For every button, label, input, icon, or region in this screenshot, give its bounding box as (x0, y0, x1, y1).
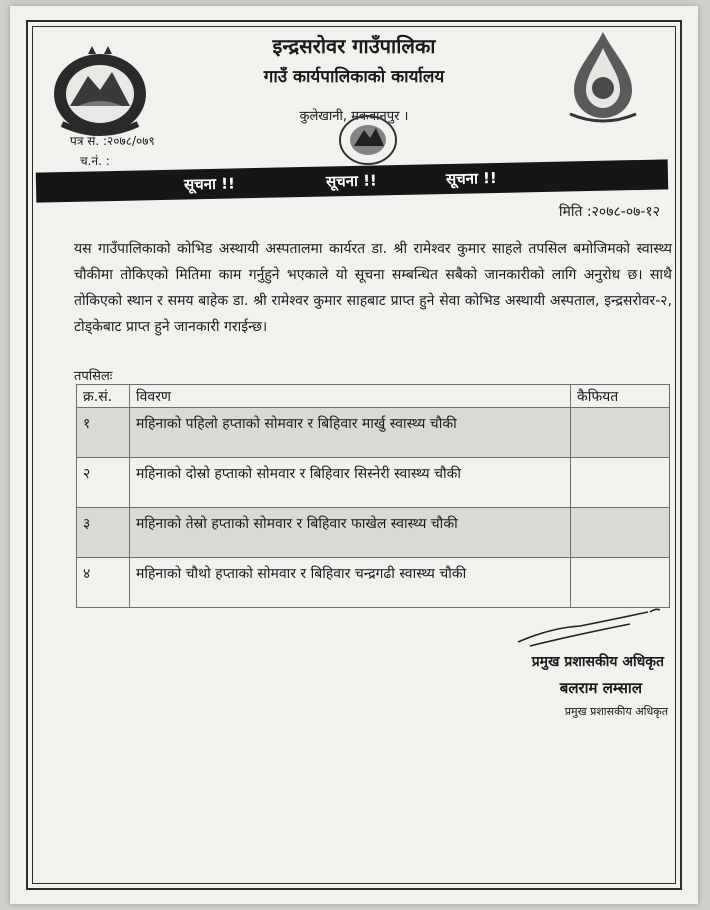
notice-date: मिति :२०७८-०७-१२ (558, 204, 660, 220)
column-header-sn: क्र.सं. (77, 385, 130, 408)
details-label: तपसिलः (74, 369, 113, 384)
signatory-name: बलराम लम्साल (559, 679, 642, 697)
notice-word: सूचना !! (325, 171, 377, 191)
office-name: गाउँ कार्यपालिकाको कार्यालय (263, 67, 445, 87)
row-sn: ४ (77, 558, 130, 608)
table-header-row (77, 385, 670, 408)
row-description: महिनाको पहिलो हप्ताको सोमवार र बिहिवार मार्खु स्वास्थ्य चौकी (130, 408, 571, 458)
notice-word: सूचना !! (183, 174, 235, 194)
row-description: महिनाको दोस्रो हप्ताको सोमवार र बिहिवार सिस्नेरी स्वास्थ्य चौकी (130, 458, 571, 508)
schedule-table (76, 384, 670, 608)
column-header-description: विवरण (130, 385, 571, 408)
row-remarks (571, 408, 670, 458)
office-address: कुलेखानी, मकवानपुर । (299, 109, 409, 124)
notice-body: यस गाउँपालिकाको कोभिड अस्थायी अस्पतालमा कार्यरत डा. श्री रामेश्वर कुमार साहले तपसिल बमोजिमको स्वास्थ्य चौकीमा तोकिएको मितिमा काम गर्नुहुने भएकाले यो सूचना सम्बन्धित सबैको जानकारीको लागि अनुरोध छ। साथै तोकिएको स्थान र समय बाहेक डा. श्री रामेश्वर कुमार साहबाट प्राप्त हुने सेवा कोभिड अस्थायी अस्पताल, इन्द्रसरोवर-२, टोड्केबाट प्राप्त हुने जानकारी गराईन्छ। (74, 241, 672, 335)
signatory-title: प्रमुख प्रशासकीय अधिकृत (531, 654, 664, 670)
signature-icon (510, 606, 660, 650)
table-row (77, 458, 670, 508)
notice-word: सूचना !! (445, 168, 497, 189)
reference-number: पत्र सं. :२०७८/०७९ (70, 134, 155, 148)
official-stamp-icon (336, 112, 400, 168)
row-description: महिनाको तेस्रो हप्ताको सोमवार र बिहिवार फाखेल स्वास्थ्य चौकी (130, 508, 571, 558)
row-remarks (571, 458, 670, 508)
row-remarks (571, 508, 670, 558)
row-sn: ३ (77, 508, 130, 558)
organization-name: इन्द्रसरोवर गाउँपालिका (272, 34, 436, 58)
dispatch-number: च.नं. : (80, 154, 110, 168)
row-remarks (571, 558, 670, 608)
row-description: महिनाको चौथो हप्ताको सोमवार र बिहिवार चन्द्रगढी स्वास्थ्य चौकी (130, 558, 571, 608)
table-row (77, 508, 670, 558)
table-row (77, 408, 670, 458)
document-sheet (10, 6, 698, 904)
column-header-remarks: कैफियत (571, 385, 670, 408)
row-sn: २ (77, 458, 130, 508)
table-row (77, 558, 670, 608)
row-sn: १ (77, 408, 130, 458)
signatory-title-small: प्रमुख प्रशासकीय अधिकृत (564, 705, 668, 718)
